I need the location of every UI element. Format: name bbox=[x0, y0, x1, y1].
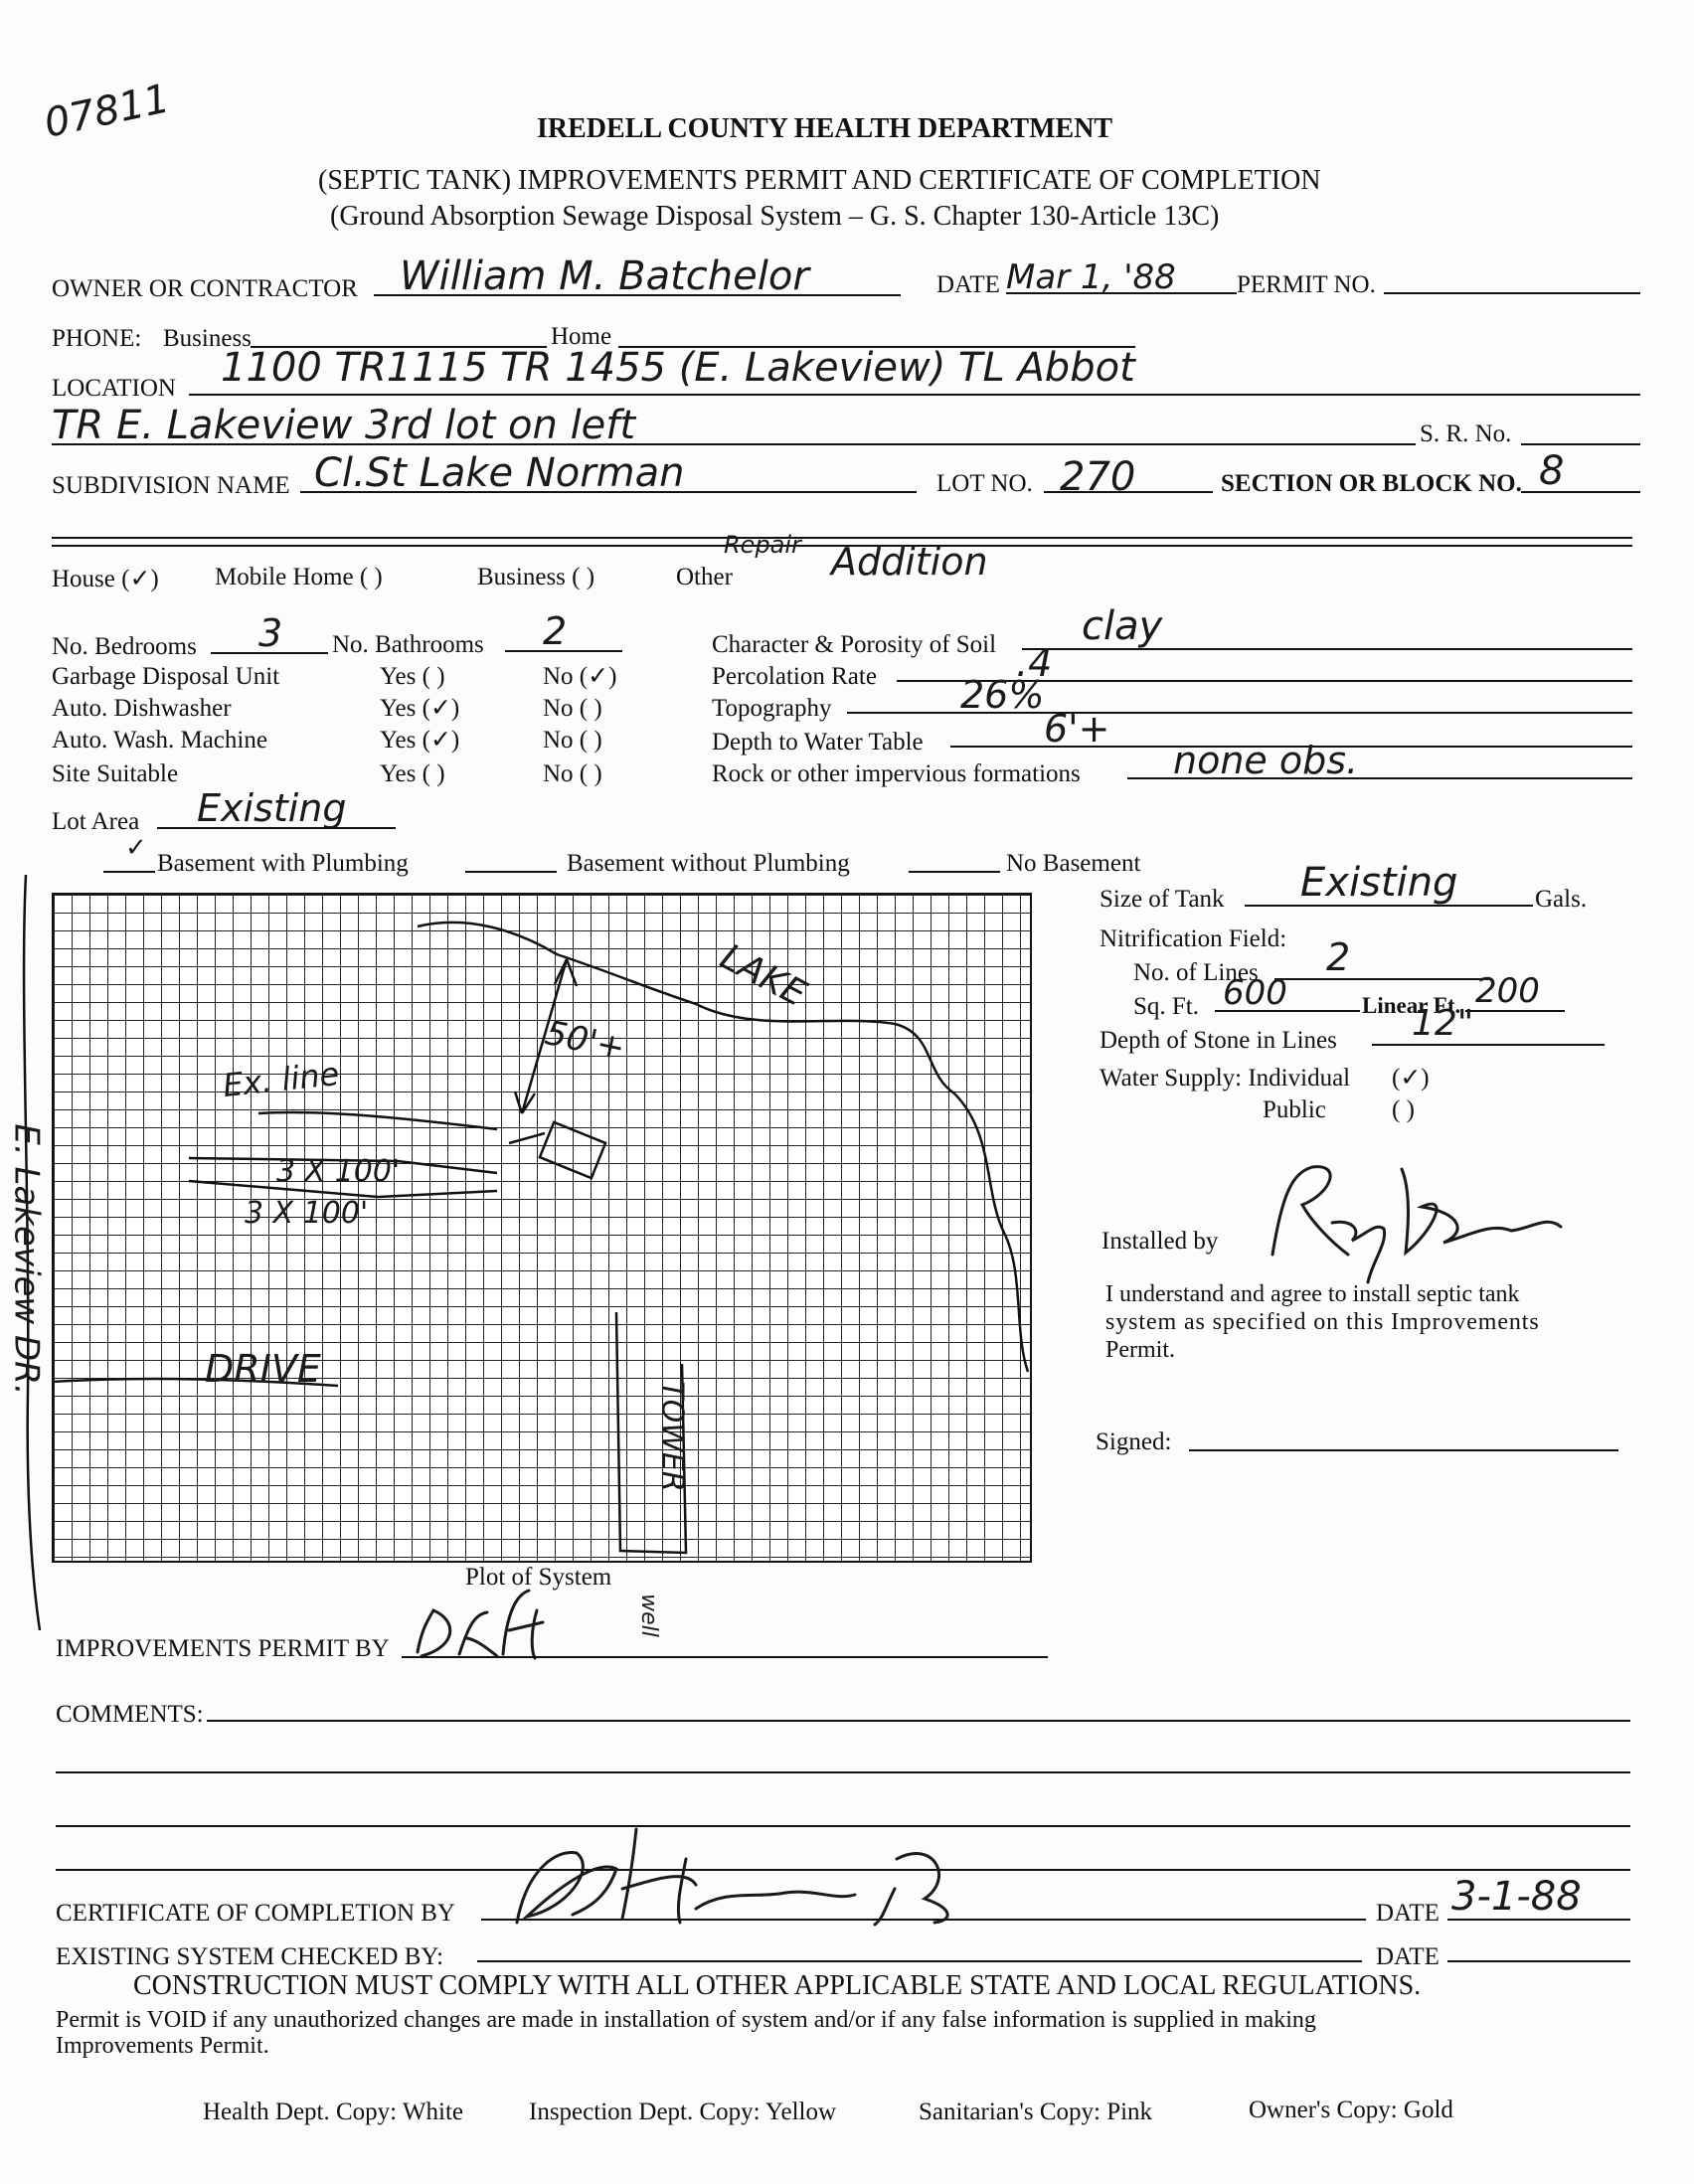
comments-line-2 bbox=[56, 1771, 1630, 1773]
plot-tower-label: TOWER bbox=[654, 1381, 690, 1492]
wash-machine-label: Auto. Wash. Machine bbox=[52, 727, 267, 754]
porosity-label: Character & Porosity of Soil bbox=[712, 631, 997, 658]
porosity-value[interactable]: clay bbox=[1082, 603, 1163, 649]
installed-by-label: Installed by bbox=[1101, 1228, 1219, 1255]
plot-road-label: E. Lakeview DR. bbox=[6, 1123, 47, 1396]
phone-business-label: Business bbox=[163, 325, 252, 352]
certificate-date-underline bbox=[1447, 1919, 1630, 1921]
lot-area-label: Lot Area bbox=[52, 808, 140, 835]
rock-label: Rock or other impervious formations bbox=[712, 760, 1081, 787]
stone-depth-label: Depth of Stone in Lines bbox=[1100, 1027, 1337, 1054]
plot-drive-label: DRIVE bbox=[205, 1347, 321, 1391]
location-label: LOCATION bbox=[52, 375, 176, 402]
site-suitable-yes[interactable]: Yes ( ) bbox=[380, 760, 445, 787]
water-supply-label: Water Supply: Individual bbox=[1100, 1065, 1351, 1092]
wash-machine-no[interactable]: No ( ) bbox=[543, 727, 602, 754]
type-other-repair[interactable]: Repair bbox=[724, 531, 801, 559]
dishwasher-yes[interactable]: Yes (✓) bbox=[380, 695, 460, 722]
section-value[interactable]: 8 bbox=[1539, 448, 1565, 494]
lines-underline bbox=[1274, 978, 1491, 980]
topography-label: Topography bbox=[712, 695, 832, 722]
sqft-underline bbox=[1215, 1010, 1360, 1012]
stamp-number: 07811 bbox=[40, 76, 174, 147]
wash-machine-yes[interactable]: Yes (✓) bbox=[380, 727, 460, 754]
plot-trench1-label: 3 X 100' bbox=[276, 1154, 401, 1189]
garbage-no[interactable]: No (✓) bbox=[543, 663, 617, 690]
copy-health-dept: Health Dept. Copy: White bbox=[203, 2099, 463, 2125]
water-supply-public[interactable]: ( ) bbox=[1392, 1096, 1415, 1123]
comments-line-3 bbox=[56, 1825, 1630, 1827]
linear-ft-label: Linear Ft. bbox=[1362, 993, 1461, 1018]
certificate-date-value[interactable]: 3-1-88 bbox=[1451, 1874, 1582, 1920]
nitrification-label: Nitrification Field: bbox=[1100, 925, 1287, 952]
existing-date-underline bbox=[1447, 1960, 1630, 1962]
basement-with-label: Basement with Plumbing bbox=[157, 850, 409, 877]
lines-value[interactable]: 2 bbox=[1326, 935, 1351, 979]
existing-checked-underline bbox=[477, 1960, 1362, 1962]
date-value[interactable]: Mar 1, '88 bbox=[1006, 257, 1176, 297]
owner-value[interactable]: William M. Batchelor bbox=[400, 253, 809, 299]
plot-distance-label: 50'+ bbox=[541, 1013, 629, 1069]
permit-by-label: IMPROVEMENTS PERMIT BY bbox=[56, 1635, 390, 1662]
subdivision-label: SUBDIVISION NAME bbox=[52, 472, 290, 499]
stone-depth-underline bbox=[1372, 1044, 1605, 1046]
perc-rate-value[interactable]: .4 bbox=[1016, 641, 1053, 685]
plot-lake-label: LAKE bbox=[713, 936, 813, 1016]
comments-line-1 bbox=[207, 1720, 1630, 1722]
form-title: (SEPTIC TANK) IMPROVEMENTS PERMIT AND CERTIFICATE OF COMPLETION bbox=[318, 165, 1321, 196]
certificate-date-label: DATE bbox=[1376, 1900, 1440, 1927]
permit-no-label: PERMIT NO. bbox=[1237, 271, 1376, 298]
department-title: IREDELL COUNTY HEALTH DEPARTMENT bbox=[537, 113, 1113, 144]
sr-no-label: S. R. No. bbox=[1420, 420, 1512, 447]
linear-ft-underline bbox=[1465, 1010, 1565, 1012]
subdivision-value[interactable]: Cl.St Lake Norman bbox=[314, 450, 685, 496]
existing-date-label: DATE bbox=[1376, 1943, 1440, 1970]
water-table-value[interactable]: 6'+ bbox=[1044, 707, 1110, 751]
tank-size-underline bbox=[1245, 905, 1533, 907]
site-suitable-label: Site Suitable bbox=[52, 760, 179, 787]
comments-label: COMMENTS: bbox=[56, 1701, 204, 1728]
distribution-pipe bbox=[509, 1133, 545, 1143]
tank-size-value[interactable]: Existing bbox=[1300, 860, 1458, 906]
gals-label: Gals. bbox=[1535, 886, 1588, 913]
topography-value[interactable]: 26% bbox=[960, 673, 1045, 717]
water-supply-individual[interactable]: (✓) bbox=[1392, 1065, 1430, 1092]
septic-tank-shape bbox=[540, 1122, 605, 1178]
bedrooms-label: No. Bedrooms bbox=[52, 633, 197, 660]
lake-shoreline bbox=[418, 923, 1028, 1372]
certificate-label: CERTIFICATE OF COMPLETION BY bbox=[56, 1900, 455, 1927]
date-label: DATE bbox=[936, 271, 1000, 298]
agree-line-2: system as specified on this Improvements bbox=[1105, 1309, 1540, 1335]
agree-line-3: Permit. bbox=[1105, 1337, 1175, 1363]
site-suitable-no[interactable]: No ( ) bbox=[543, 760, 602, 787]
garbage-yes[interactable]: Yes ( ) bbox=[380, 663, 445, 690]
plot-exline-label: Ex. line bbox=[221, 1054, 341, 1105]
sqft-label: Sq. Ft. bbox=[1133, 993, 1200, 1020]
linear-ft-value[interactable]: 200 bbox=[1475, 971, 1540, 1011]
bathrooms-value[interactable]: 2 bbox=[543, 609, 568, 653]
phone-home-label: Home bbox=[551, 323, 612, 350]
lines-label: No. of Lines bbox=[1133, 959, 1259, 986]
signed-underline bbox=[1189, 1449, 1618, 1451]
type-house[interactable]: House (✓) bbox=[52, 566, 159, 592]
dishwasher-label: Auto. Dishwasher bbox=[52, 695, 232, 722]
location-line2[interactable]: TR E. Lakeview 3rd lot on left bbox=[52, 403, 636, 448]
plot-trench2-label: 3 X 100' bbox=[245, 1196, 369, 1231]
section-label: SECTION OR BLOCK NO. bbox=[1221, 470, 1522, 497]
lot-area-value[interactable]: Existing bbox=[197, 786, 347, 830]
type-mobile-home[interactable]: Mobile Home ( ) bbox=[215, 564, 383, 590]
agree-line-1: I understand and agree to install septic tank bbox=[1105, 1281, 1520, 1307]
arrow-head-top bbox=[555, 959, 577, 986]
permit-by-underline bbox=[402, 1656, 1048, 1658]
void-notice-2: Improvements Permit. bbox=[56, 2033, 269, 2059]
compliance-notice: CONSTRUCTION MUST COMPLY WITH ALL OTHER APPLICABLE STATE AND LOCAL REGULATIONS. bbox=[133, 1970, 1422, 2001]
existing-checked-label: EXISTING SYSTEM CHECKED BY: bbox=[56, 1943, 444, 1970]
copy-owner: Owner's Copy: Gold bbox=[1249, 2097, 1453, 2123]
owner-label: OWNER OR CONTRACTOR bbox=[52, 275, 358, 302]
water-supply-public-label: Public bbox=[1263, 1096, 1326, 1123]
bathrooms-label: No. Bathrooms bbox=[332, 631, 484, 658]
form-subtitle: (Ground Absorption Sewage Disposal System – G. S. Chapter 130-Article 13C) bbox=[330, 201, 1220, 232]
bedrooms-value[interactable]: 3 bbox=[258, 611, 283, 655]
copy-sanitarian: Sanitarian's Copy: Pink bbox=[919, 2099, 1153, 2125]
no-basement-label: No Basement bbox=[1006, 850, 1141, 877]
basement-check[interactable]: ✓ bbox=[125, 833, 147, 863]
plot-caption: Plot of System bbox=[465, 1564, 612, 1591]
water-table-label: Depth to Water Table bbox=[712, 729, 924, 756]
rock-value[interactable]: none obs. bbox=[1173, 739, 1359, 782]
type-business[interactable]: Business ( ) bbox=[477, 564, 595, 590]
garbage-label: Garbage Disposal Unit bbox=[52, 663, 280, 690]
type-other-label: Other bbox=[676, 564, 733, 590]
lot-no-label: LOT NO. bbox=[936, 470, 1033, 497]
comments-line-4 bbox=[56, 1869, 1630, 1871]
stone-depth-value[interactable]: 12" bbox=[1412, 1003, 1474, 1044]
dishwasher-no[interactable]: No ( ) bbox=[543, 695, 602, 722]
existing-line bbox=[258, 1112, 497, 1129]
lot-no-value[interactable]: 270 bbox=[1060, 454, 1136, 500]
type-other-value[interactable]: Addition bbox=[831, 540, 988, 584]
sqft-value[interactable]: 600 bbox=[1223, 973, 1287, 1013]
plot-well-label: well bbox=[635, 1594, 661, 1637]
signed-label: Signed: bbox=[1096, 1428, 1172, 1455]
phone-label: PHONE: bbox=[52, 325, 142, 352]
void-notice-1: Permit is VOID if any unauthorized changes are made in installation of system and/or if any false information is supplied in making bbox=[56, 2007, 1316, 2033]
basement-without-label: Basement without Plumbing bbox=[567, 850, 850, 877]
location-line1[interactable]: 1100 TR1115 TR 1455 (E. Lakeview) TL Abbot bbox=[221, 345, 1135, 391]
perc-rate-label: Percolation Rate bbox=[712, 663, 877, 690]
copy-inspection-dept: Inspection Dept. Copy: Yellow bbox=[529, 2099, 837, 2125]
certificate-underline bbox=[481, 1919, 1366, 1921]
tank-size-label: Size of Tank bbox=[1100, 886, 1225, 913]
